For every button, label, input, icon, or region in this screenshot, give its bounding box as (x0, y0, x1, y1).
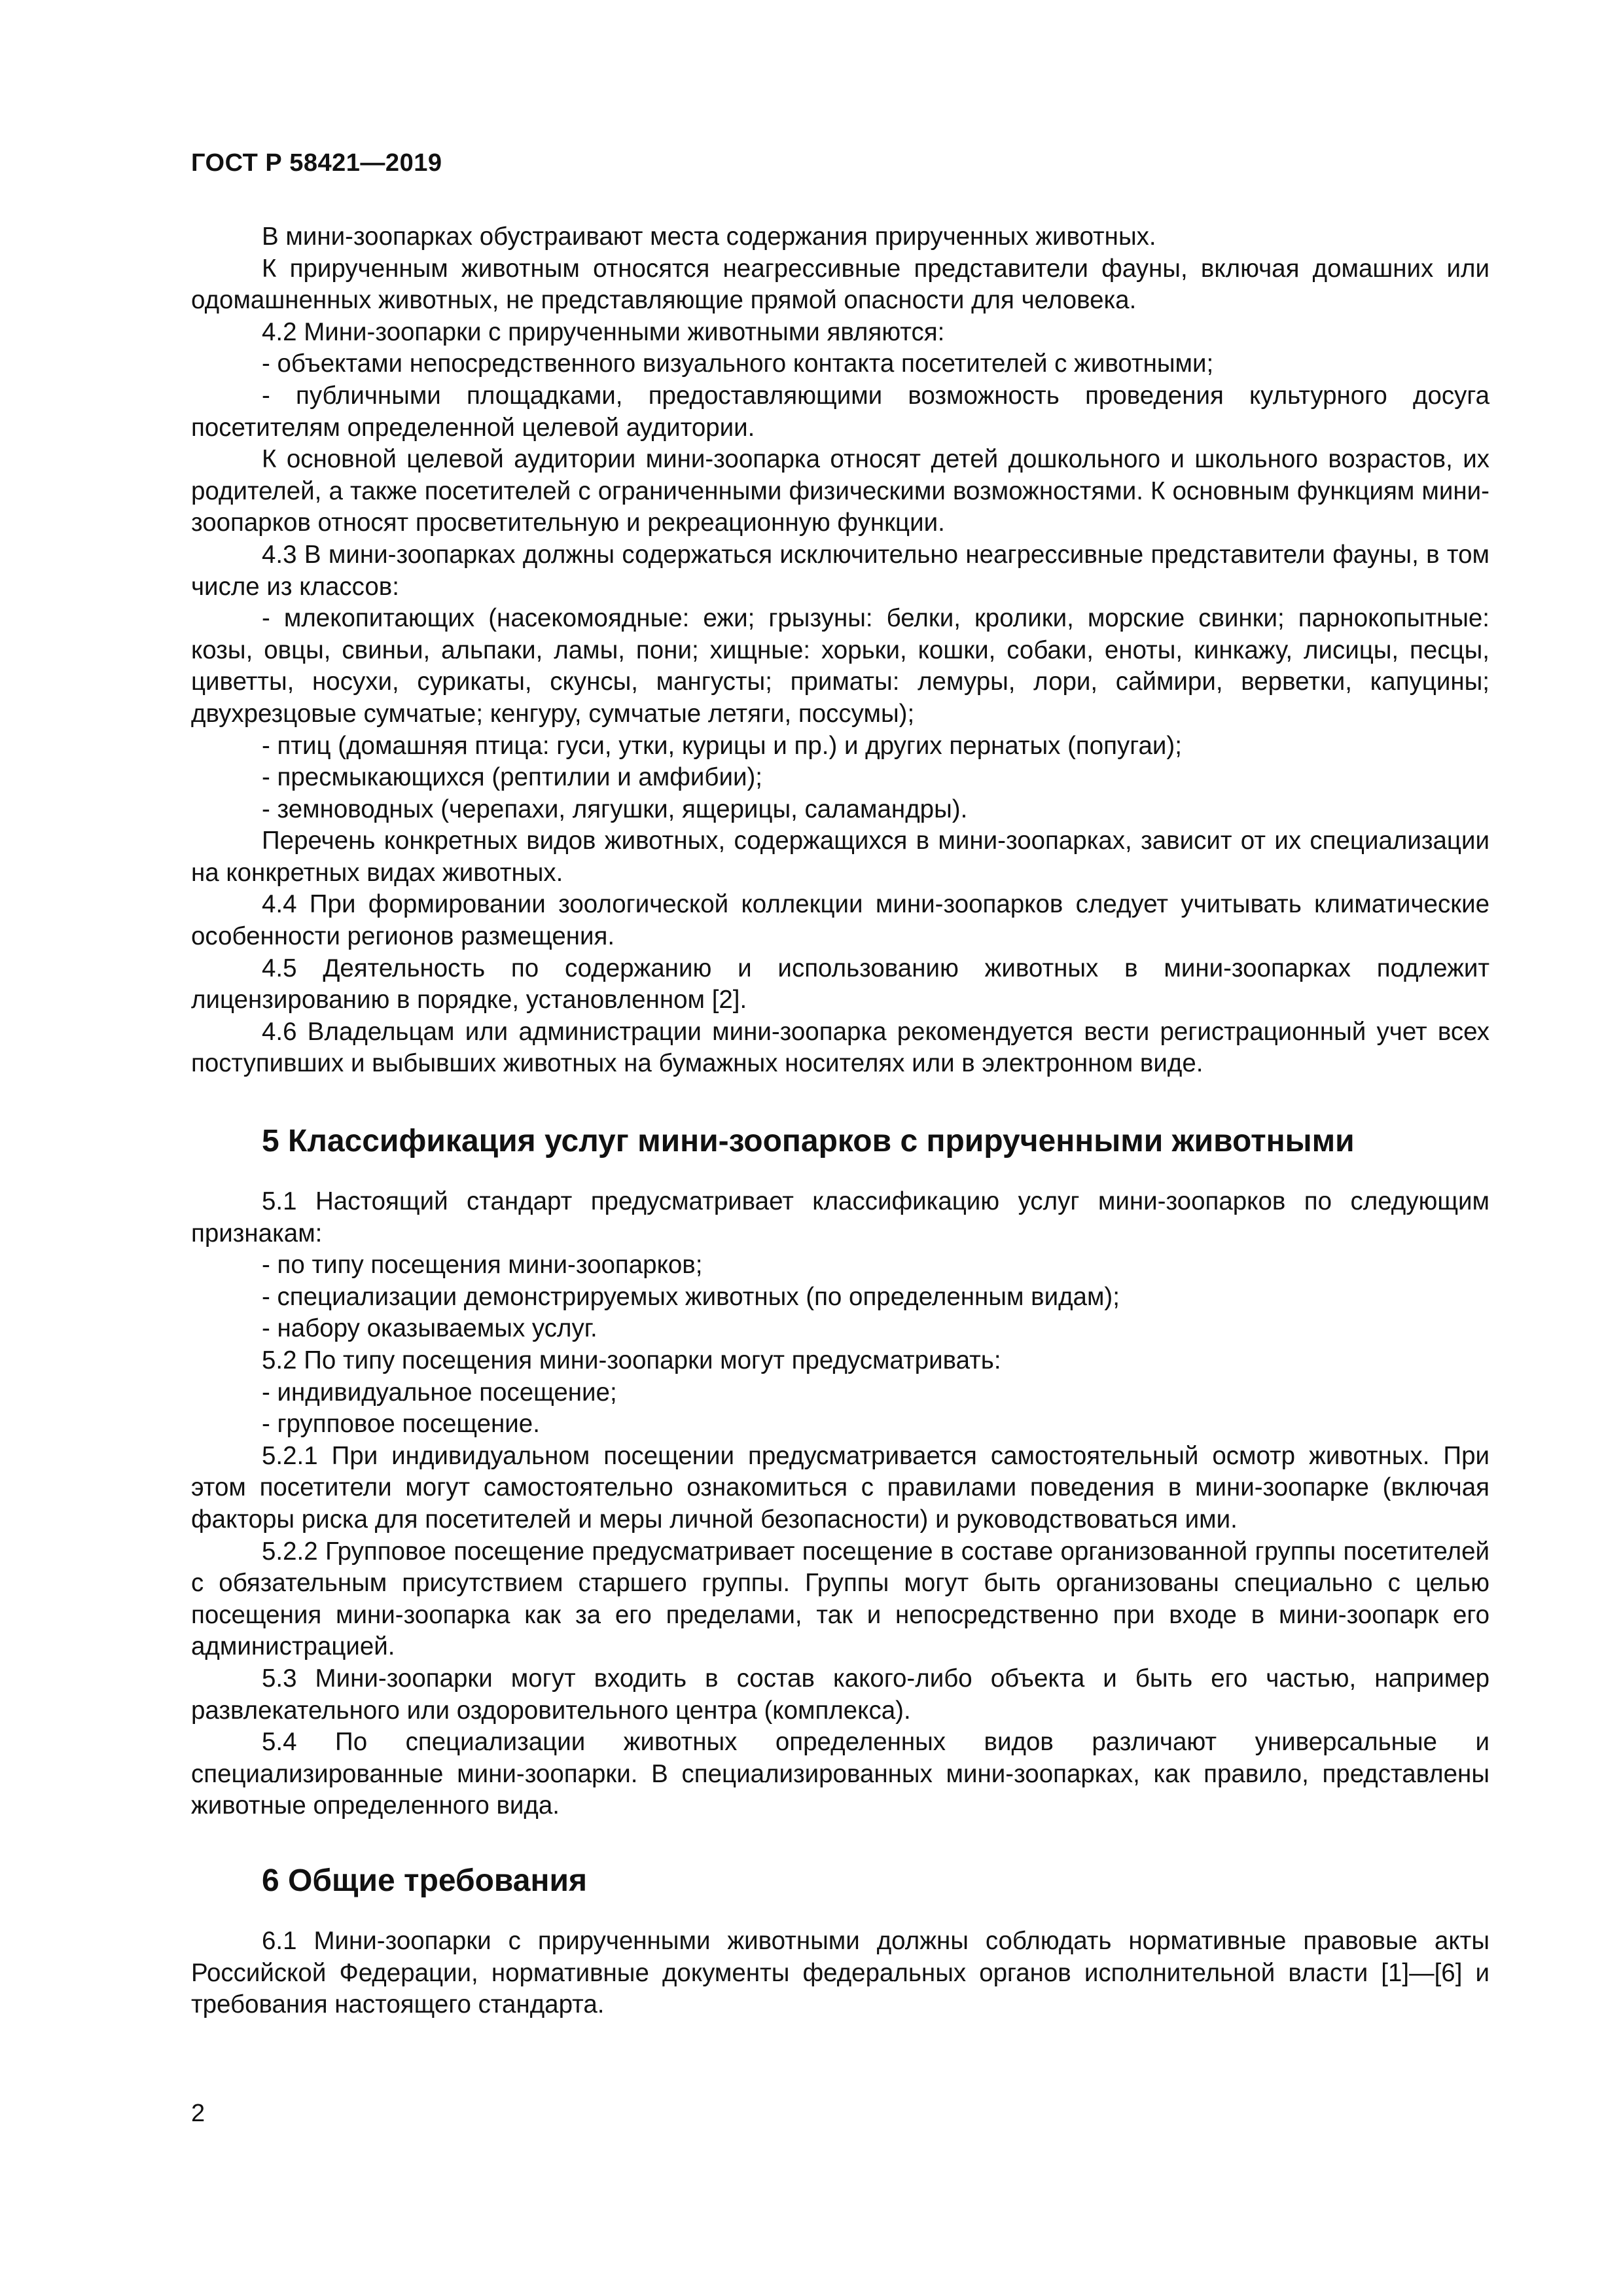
clause-5-3: 5.3 Мини-зоопарки могут входить в состав какого-либо объекта и быть его частью, например развлекательного или оздоровительного центра (комплекса). (191, 1664, 1489, 1725)
list-item: - объектами непосредственного визуального контакта посетителей с животными; (262, 350, 1214, 378)
paragraph: К прирученным животным относятся неагрессивные представители фауны, включая домашних или одомашненных животных, не представляющие прямой опасности для человека. (191, 254, 1489, 315)
list-item: - индивидуальное посещение; (262, 1378, 617, 1407)
paragraph: Перечень конкретных видов животных, содержащихся в мини-зоопарках, зависит от их специализации на конкретных видах животных. (191, 827, 1489, 887)
clause-4-2: 4.2 Мини-зоопарки с прирученными животными являются: (262, 317, 945, 346)
page-body (191, 221, 1489, 2021)
section-5-heading: 5 Классификация услуг мини-зоопарков с прирученными животными (262, 1124, 1355, 1159)
list-item: - птиц (домашняя птица: гуси, утки, курицы и пр.) и других пернатых (попугаи); (262, 731, 1182, 760)
clause-5-1: 5.1 Настоящий стандарт предусматривает классификацию услуг мини-зоопарков по следующим признакам: (191, 1187, 1489, 1247)
list-item: - групповое посещение. (262, 1410, 540, 1439)
section-6-heading: 6 Общие требования (262, 1863, 587, 1898)
paragraph: К основной целевой аудитории мини-зоопарка относят детей дошкольного и школьного возрастов, их родителей, а также посетителей с ограниченными физическими возможностями. К основным функциям мини-зоопарков относят просветительную и рекреационную функции. (191, 445, 1489, 537)
clause-5-2-1: 5.2.1 При индивидуальном посещении предусматривается самостоятельный осмотр животных. При этом посетители могут самостоятельно ознакомиться с правилами поведения в мини-зоопарке (включая факторы риска для посетителей и меры личной безопасности) и руководствоваться ими. (191, 1441, 1489, 1534)
list-item: - публичными площадками, предоставляющими возможность проведения культурного досуга посетителям определенной целевой аудитории. (191, 381, 1489, 442)
clause-5-2: 5.2 По типу посещения мини-зоопарки могут предусматривать: (262, 1346, 1001, 1374)
page-number: 2 (191, 2100, 205, 2127)
clause-4-5: 4.5 Деятельность по содержанию и использованию животных в мини-зоопарках подлежит лицензированию в порядке, установленном [2]. (191, 954, 1489, 1014)
paragraph: В мини-зоопарках обустраивают места содержания прирученных животных. (262, 223, 1156, 251)
list-item: - по типу посещения мини-зоопарков; (262, 1251, 703, 1280)
clause-5-4: 5.4 По специализации животных определенных видов различают универсальные и специализированные мини-зоопарки. В специализированных мини-зоопарках, как правило, представлены животные определенного вида. (191, 1728, 1489, 1820)
document-code-header: ГОСТ Р 58421—2019 (191, 149, 442, 177)
clause-4-4: 4.4 При формировании зоологической коллекции мини-зоопарков следует учитывать климатические особенности регионов размещения. (191, 890, 1489, 951)
clause-5-2-2: 5.2.2 Групповое посещение предусматривает посещение в составе организованной группы посетителей с обязательным присутствием старшего группы. Группы могут быть организованы специально с целью посещения мини-зоопарка как за его пределами, так и непосредственно при входе в мини-зоопарк его администрацией. (191, 1537, 1489, 1661)
list-item: - млекопитающих (насекомоядные: ежи; грызуны: белки, кролики, морские свинки; парнокопытные: козы, овцы, свиньи, альпаки, ламы, пони; хищные: хорьки, кошки, собаки, еноты, кинкажу, лисицы, песцы, циветты, носухи, сурикаты, скунсы, мангусты; приматы: лемуры, лори, саймири, верветки, капуцины; двухрезцовые сумчатые; кенгуру, сумчатые летяги, поссумы); (191, 604, 1489, 728)
clause-4-3: 4.3 В мини-зоопарках должны содержаться исключительно неагрессивные представители фауны, в том числе из классов: (191, 540, 1489, 601)
list-item: - пресмыкающихся (рептилии и амфибии); (262, 763, 762, 792)
list-item: - набору оказываемых услуг. (262, 1314, 597, 1343)
list-item: - специализации демонстрируемых животных (по определенным видам); (262, 1282, 1120, 1311)
clause-6-1: 6.1 Мини-зоопарки с прирученными животными должны соблюдать нормативные правовые акты Российской Федерации, нормативные документы федеральных органов исполнительной власти [1]—[6] и требования настоящего стандарта. (191, 1926, 1489, 2019)
list-item: - земноводных (черепахи, лягушки, ящерицы, саламандры). (262, 795, 968, 823)
clause-4-6: 4.6 Владельцам или администрации мини-зоопарка рекомендуется вести регистрационный учет всех поступивших и выбывших животных на бумажных носителях или в электронном виде. (191, 1017, 1489, 1078)
